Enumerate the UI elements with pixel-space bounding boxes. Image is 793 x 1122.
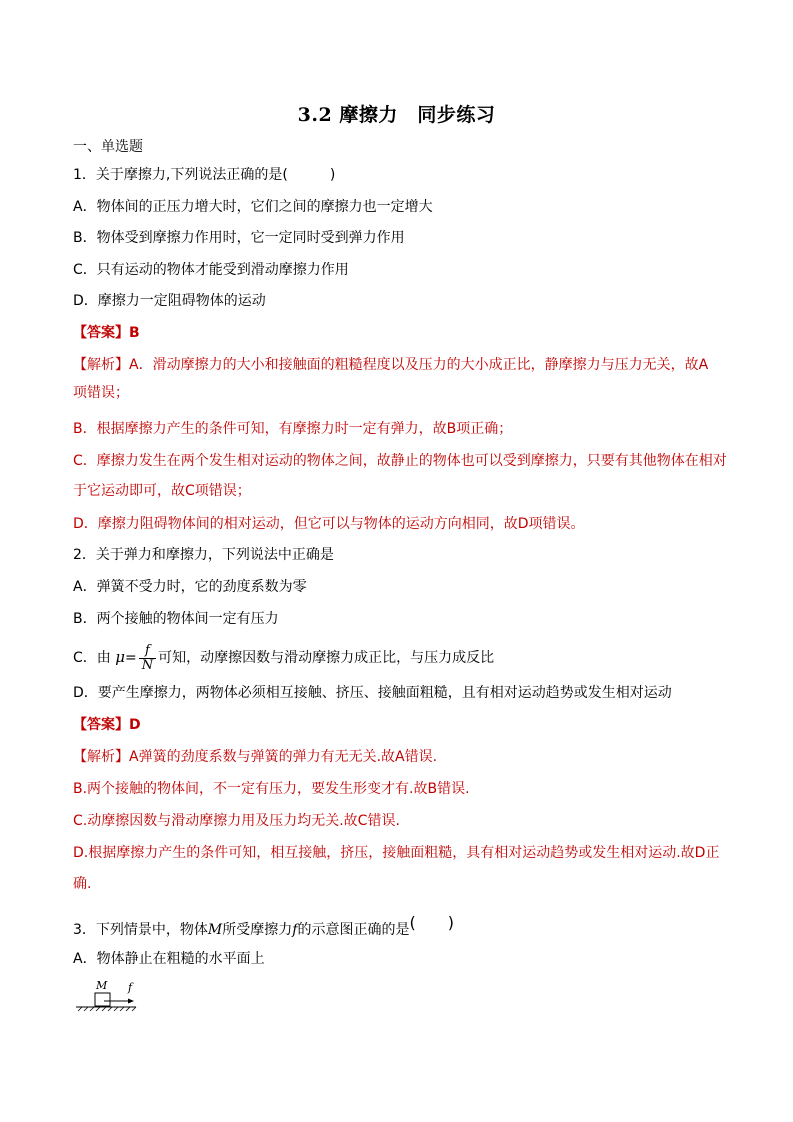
q2-option-c-prefix: C．由 <box>73 650 111 666</box>
q2-analysis-line: B.两个接触的物体间，不一定有压力，要发生形变才有.故B错误. <box>73 781 470 797</box>
page-title: 3.2 摩擦力 同步练习 <box>297 104 496 126</box>
mu-symbol: μ <box>115 648 125 666</box>
block-m <box>95 993 110 1006</box>
q1-option-c: C．只有运动的物体才能受到滑动摩擦力作用 <box>73 262 349 278</box>
friction-symbol: f <box>292 922 298 938</box>
q1-analysis-line: C．摩擦力发生在两个发生相对运动的物体之间，故静止的物体也可以受到摩擦力，只要有其他物体在相对 <box>73 453 727 469</box>
q2-analysis-line: 【解析】A弹簧的劲度系数与弹簧的弹力有无无关.故A错误. <box>73 749 438 765</box>
friction-arrow-head <box>128 999 134 1004</box>
q3-stem <box>73 913 728 941</box>
fraction-numerator: f <box>139 644 156 659</box>
q1-analysis-line: 于它运动即可，故C项错误； <box>73 483 251 499</box>
answer-blank: ( ) <box>409 913 454 932</box>
mass-symbol: M <box>207 922 223 938</box>
q2-answer: 【答案】D <box>73 717 141 733</box>
q2-option-b: B．两个接触的物体间一定有压力 <box>73 611 279 627</box>
q3-option-a: A．物体静止在粗糙的水平面上 <box>73 951 265 967</box>
diagram-label-m: M <box>96 979 108 992</box>
q2-analysis-line: D.根据摩擦力产生的条件可知，相互接触，挤压，接触面粗糙，具有相对运动趋势或发生相对运动.故D正 <box>73 845 720 861</box>
q1-analysis-line: B．根据摩擦力产生的条件可知，有摩擦力时一定有弹力，故B项正确； <box>73 421 513 437</box>
fraction-denominator: N <box>141 657 154 673</box>
q2-analysis-line: C.动摩擦因数与滑动摩擦力用及压力均无关.故C错误. <box>73 813 400 829</box>
q2-option-d: D．要产生摩擦力，两物体必须相互接触、挤压、接触面粗糙，且有相对运动趋势或发生相对运动 <box>73 685 672 701</box>
q3-stem-mid: 所受摩擦力 <box>222 922 293 938</box>
friction-formula-fraction <box>139 644 156 673</box>
q3-stem-prefix: 3．下列情景中，物体 <box>73 922 208 938</box>
q1-option-a: A．物体间的正压力增大时，它们之间的摩擦力也一定增大 <box>73 199 433 215</box>
ground-hatching <box>78 1007 136 1011</box>
q2-option-a: A．弹簧不受力时，它的劲度系数为零 <box>73 579 307 595</box>
section-heading: 一、单选题 <box>73 139 143 155</box>
q2-option-c-suffix: 可知，动摩擦因数与滑动摩擦力成正比，与压力成反比 <box>158 650 495 666</box>
q2-option-c <box>73 640 728 675</box>
q2-stem: 2．关于弹力和摩擦力，下列说法中正确是 <box>73 547 334 563</box>
q1-stem: 1．关于摩擦力,下列说法正确的是( ) <box>73 167 336 183</box>
diagram-label-f: f <box>128 981 133 994</box>
q1-analysis-line: D．摩擦力阻碍物体间的相对运动，但它可以与物体的运动方向相同，故D项错误。 <box>73 516 585 532</box>
q1-answer: 【答案】B <box>73 325 140 341</box>
q2-analysis-line: 确. <box>73 876 92 892</box>
q1-option-d: D．摩擦力一定阻碍物体的运动 <box>73 293 266 309</box>
equals-sign: = <box>124 650 137 666</box>
q1-analysis-line: 项错误； <box>73 385 129 401</box>
q1-analysis-line: 【解析】A．滑动摩擦力的大小和接触面的粗糙程度以及压力的大小成正比，静摩擦力与压力无关，故A <box>73 357 709 373</box>
friction-diagram <box>72 978 152 1018</box>
q1-option-b: B．物体受到摩擦力作用时，它一定同时受到弹力作用 <box>73 230 405 246</box>
q3-stem-suffix: 的示意图正确的是 <box>297 922 410 938</box>
